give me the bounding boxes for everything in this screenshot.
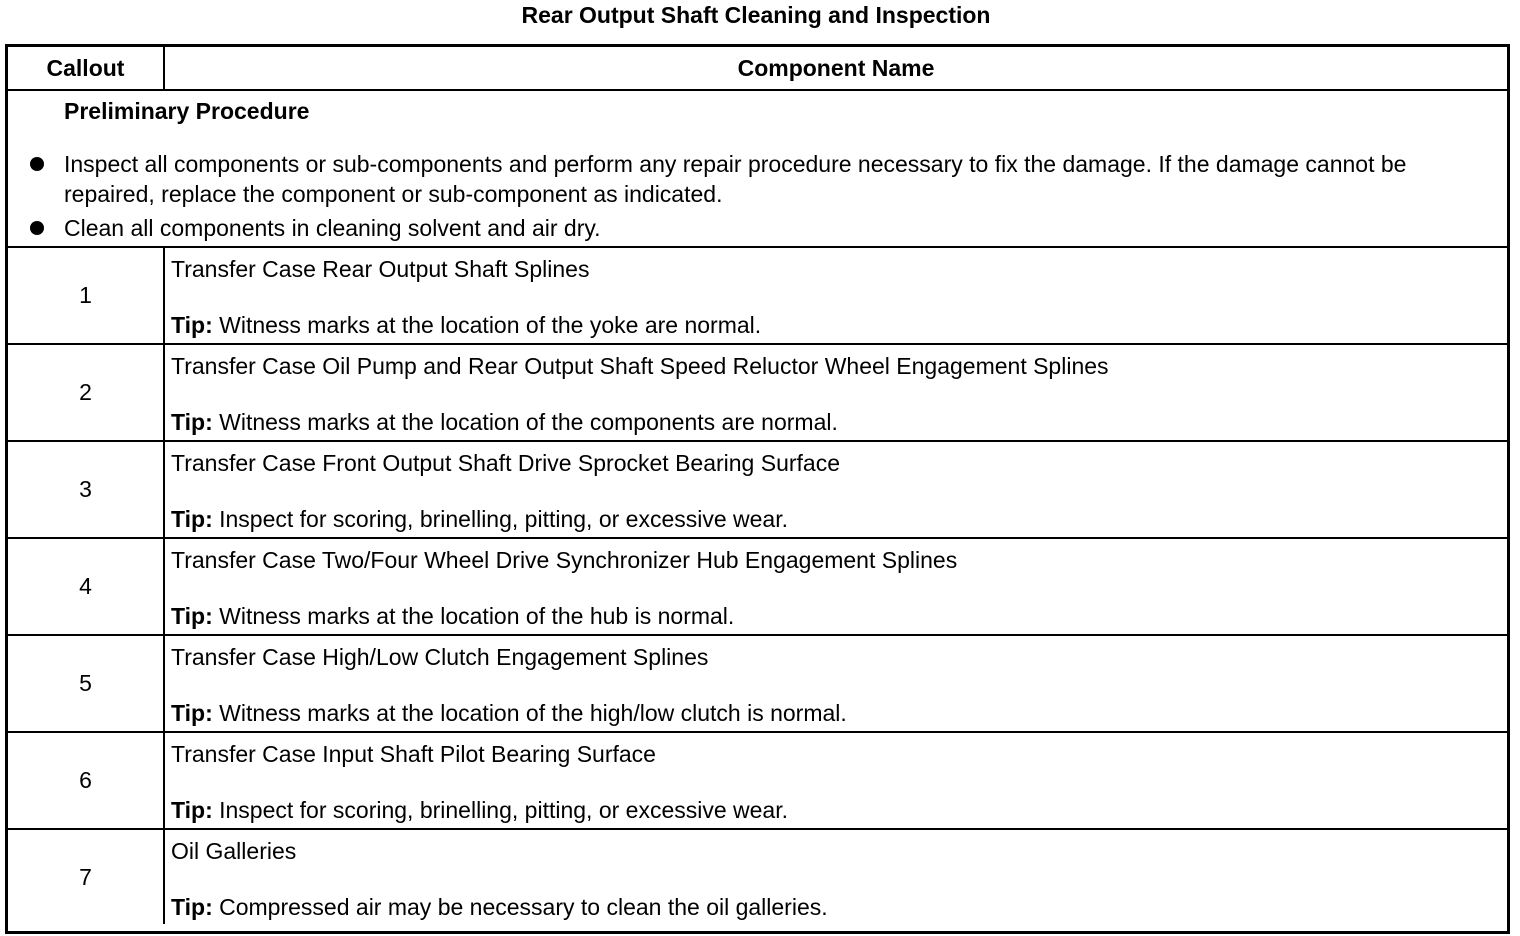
callout-rows	[8, 248, 1507, 924]
callout-number: 5	[8, 636, 165, 731]
component-name-header: Component Name	[737, 55, 935, 81]
tip-text: Witness marks at the location of the yoke are normal.	[219, 312, 762, 338]
tip-label: Tip:	[171, 506, 213, 532]
tip-text: Inspect for scoring, brinelling, pitting, or excessive wear.	[219, 797, 789, 823]
tip-text: Witness marks at the location of the components are normal.	[219, 409, 838, 435]
component-tip	[171, 310, 761, 340]
table-row	[8, 636, 1507, 733]
table-row	[8, 442, 1507, 539]
preliminary-procedure	[8, 91, 1507, 248]
callout-number: 6	[8, 733, 165, 828]
tip-label: Tip:	[171, 603, 213, 629]
bullet-dot-icon	[30, 221, 44, 235]
tip-text: Witness marks at the location of the hub is normal.	[219, 603, 735, 629]
component-name: Transfer Case Two/Four Wheel Drive Synchronizer Hub Engagement Splines	[171, 547, 958, 573]
component-name: Transfer Case High/Low Clutch Engagement Splines	[171, 644, 709, 670]
tip-label: Tip:	[171, 312, 213, 338]
tip-label: Tip:	[171, 894, 213, 920]
table-header	[8, 47, 1507, 91]
component-name: Transfer Case Input Shaft Pilot Bearing Surface	[171, 741, 656, 767]
table-row	[8, 733, 1507, 830]
component-name: Transfer Case Front Output Shaft Drive Sprocket Bearing Surface	[171, 450, 840, 476]
component-tip	[171, 504, 788, 534]
component-name: Transfer Case Oil Pump and Rear Output Shaft Speed Reluctor Wheel Engagement Splines	[171, 353, 1109, 379]
component-name: Transfer Case Rear Output Shaft Splines	[171, 256, 590, 282]
callout-header: Callout	[8, 47, 165, 89]
preliminary-title: Preliminary Procedure	[64, 98, 310, 124]
table-row	[8, 345, 1507, 442]
callout-number: 2	[8, 345, 165, 440]
tip-text: Witness marks at the location of the high/low clutch is normal.	[219, 700, 847, 726]
component-name: Oil Galleries	[171, 838, 297, 864]
tip-text: Compressed air may be necessary to clean the oil galleries.	[219, 894, 828, 920]
callout-number: 4	[8, 539, 165, 634]
callout-number: 1	[8, 248, 165, 343]
tip-label: Tip:	[171, 700, 213, 726]
component-tip	[171, 698, 847, 728]
component-tip	[171, 601, 734, 631]
component-tip	[171, 407, 838, 437]
preliminary-bullet-text: Inspect all components or sub-components and perform any repair procedure necessary to fix the damage. If the damage cannot be repaired, replace the component or sub-component as indicated.	[64, 151, 1407, 207]
tip-text: Inspect for scoring, brinelling, pitting, or excessive wear.	[219, 506, 789, 532]
page-title: Rear Output Shaft Cleaning and Inspection	[521, 2, 991, 28]
table-row	[8, 830, 1507, 924]
component-tip	[171, 892, 828, 922]
component-tip	[171, 795, 788, 825]
callout-number: 3	[8, 442, 165, 537]
bullet-dot-icon	[30, 157, 44, 171]
tip-label: Tip:	[171, 409, 213, 435]
tip-label: Tip:	[171, 797, 213, 823]
callout-number: 7	[8, 830, 165, 924]
table-row	[8, 539, 1507, 636]
preliminary-bullet-text: Clean all components in cleaning solvent and air dry.	[64, 215, 601, 241]
component-table	[5, 44, 1510, 934]
table-row	[8, 248, 1507, 345]
